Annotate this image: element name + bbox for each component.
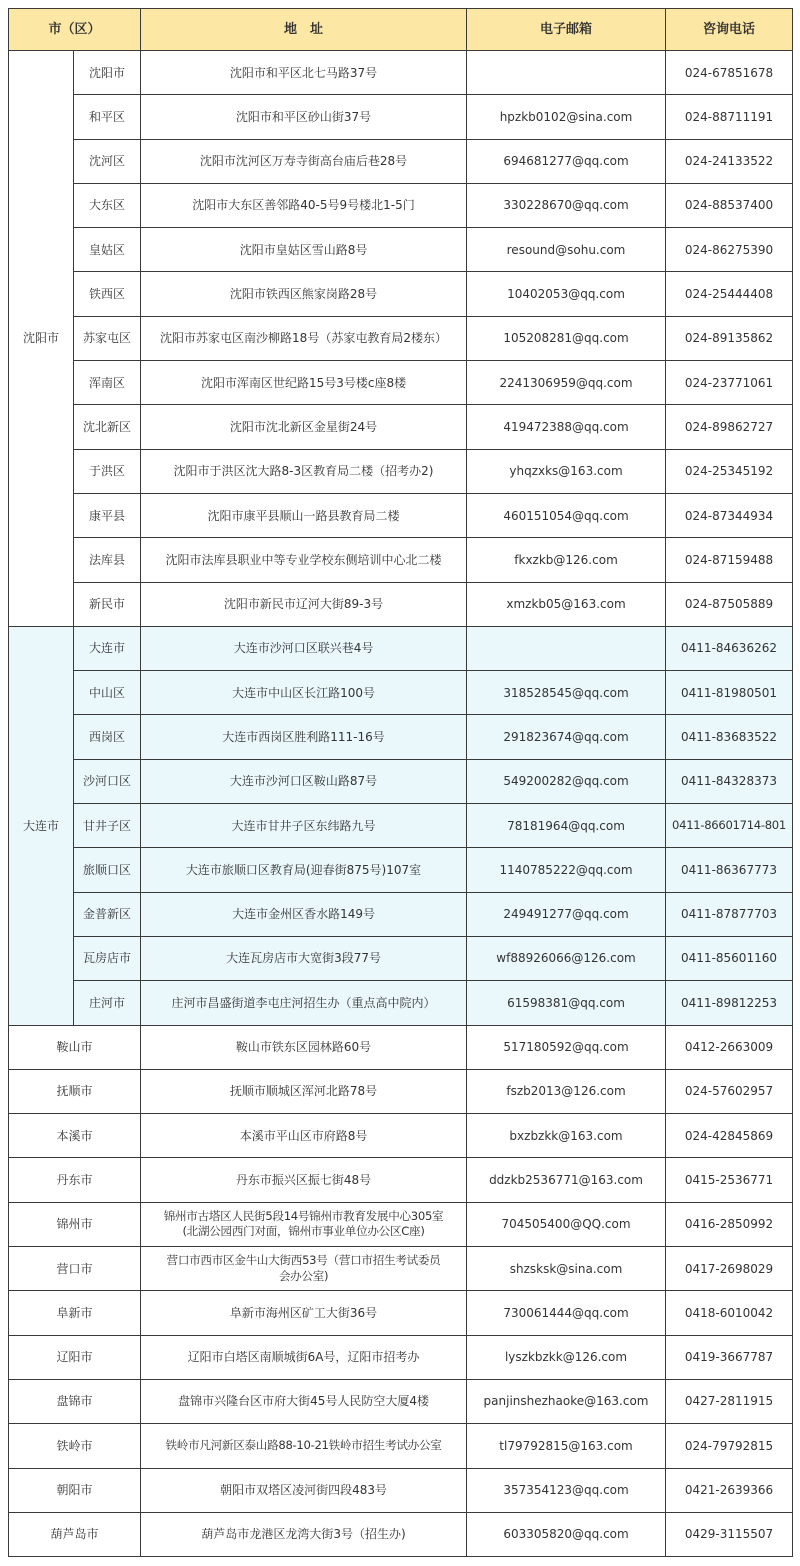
phone-cell: 0411-87877703 [666,892,793,936]
email-cell: xmzkb05@163.com [467,582,666,626]
phone-cell: 024-42845869 [666,1114,793,1158]
phone-cell: 024-23771061 [666,361,793,405]
table-row [9,582,793,626]
phone-cell: 0411-86367773 [666,848,793,892]
address-cell: 铁岭市凡河新区泰山路88-10-21铁岭市招生考试办公室 [141,1424,467,1468]
phone-cell: 024-25345192 [666,449,793,493]
address-cell: 大连市沙河口区联兴巷4号 [141,626,467,670]
table-row [9,981,793,1025]
address-cell: 朝阳市双塔区凌河街四段483号 [141,1468,467,1512]
email-cell: wf88926066@126.com [467,936,666,980]
email-cell: 330228670@qq.com [467,183,666,227]
table-row [9,1379,793,1423]
address-cell: 大连市中山区长江路100号 [141,671,467,715]
table-row [9,95,793,139]
email-cell: 2241306959@qq.com [467,361,666,405]
phone-cell: 024-57602957 [666,1069,793,1113]
phone-cell: 024-89862727 [666,405,793,449]
city-name: 鞍山市 [9,1025,141,1069]
address-line: (北湖公园西门对面，锦州市事业单位办公区C座) [182,1224,425,1239]
address-line: 会办公室) [278,1268,329,1283]
address-cell: 庄河市昌盛街道李屯庄河招生办（重点高中院内） [141,981,467,1025]
district-name: 皇姑区 [74,228,141,272]
address-cell: 葫芦岛市龙港区龙湾大街3号（招生办) [141,1512,467,1556]
table-row [9,1512,793,1556]
address-cell: 沈阳市康平县顺山一路县教育局二楼 [141,493,467,537]
email-cell: 549200282@qq.com [467,759,666,803]
header-email: 电子邮箱 [467,9,666,51]
district-name: 新民市 [74,582,141,626]
district-name: 甘井子区 [74,804,141,848]
city-name: 葫芦岛市 [9,1512,141,1556]
email-cell: 1140785222@qq.com [467,848,666,892]
district-name: 大东区 [74,183,141,227]
table-row [9,1025,793,1069]
table-row [9,272,793,316]
email-cell: 603305820@qq.com [467,1512,666,1556]
phone-cell: 024-87159488 [666,538,793,582]
city-name: 铁岭市 [9,1424,141,1468]
district-name: 旅顺口区 [74,848,141,892]
district-name: 西岗区 [74,715,141,759]
header-address: 地 址 [141,9,467,51]
phone-cell: 024-24133522 [666,139,793,183]
table-row [9,759,793,803]
email-cell: 249491277@qq.com [467,892,666,936]
email-cell: tl79792815@163.com [467,1424,666,1468]
table-row [9,139,793,183]
table-row [9,1114,793,1158]
email-cell: hpzkb0102@sina.com [467,95,666,139]
table-row [9,1335,793,1379]
address-cell: 沈阳市苏家屯区南沙柳路18号（苏家屯教育局2楼东） [141,316,467,360]
email-cell [467,51,666,95]
table-row [9,1468,793,1512]
table-row [9,361,793,405]
table-row [9,493,793,537]
table-row [9,316,793,360]
phone-cell: 0417-2698029 [666,1247,793,1291]
email-cell: 357354123@qq.com [467,1468,666,1512]
phone-cell: 0411-84636262 [666,626,793,670]
address-cell [141,1247,467,1291]
table-row [9,1202,793,1246]
address-cell: 沈阳市沈北新区金星街24号 [141,405,467,449]
phone-cell: 0416-2850992 [666,1202,793,1246]
phone-cell: 0411-84328373 [666,759,793,803]
email-cell: 517180592@qq.com [467,1025,666,1069]
address-cell: 沈阳市法库县职业中等专业学校东侧培训中心北二楼 [141,538,467,582]
district-name: 金普新区 [74,892,141,936]
city-name: 抚顺市 [9,1069,141,1113]
email-cell: 291823674@qq.com [467,715,666,759]
address-cell: 沈阳市新民市辽河大街89-3号 [141,582,467,626]
table-row [9,892,793,936]
district-name: 庄河市 [74,981,141,1025]
email-cell: 78181964@qq.com [467,804,666,848]
email-cell [467,626,666,670]
address-cell: 沈阳市和平区北七马路37号 [141,51,467,95]
table-row [9,936,793,980]
email-cell: 61598381@qq.com [467,981,666,1025]
table-row [9,671,793,715]
address-cell: 沈阳市大东区善邻路40-5号9号楼北1-5门 [141,183,467,227]
district-name: 大连市 [74,626,141,670]
district-name: 和平区 [74,95,141,139]
email-cell: panjinshezhaoke@163.com [467,1379,666,1423]
phone-cell: 0411-85601160 [666,936,793,980]
email-cell: 419472388@qq.com [467,405,666,449]
district-name: 瓦房店市 [74,936,141,980]
address-cell: 沈阳市和平区砂山街37号 [141,95,467,139]
table-row [9,715,793,759]
address-cell: 大连市沙河口区鞍山路87号 [141,759,467,803]
table-row [9,626,793,670]
phone-cell: 024-79792815 [666,1424,793,1468]
phone-cell: 024-88711191 [666,95,793,139]
city-name: 丹东市 [9,1158,141,1202]
address-cell: 大连市甘井子区东纬路九号 [141,804,467,848]
district-name: 沈阳市 [74,51,141,95]
phone-cell: 0418-6010042 [666,1291,793,1335]
email-cell: shzsksk@sina.com [467,1247,666,1291]
address-cell: 辽阳市白塔区南顺城街6A号，辽阳市招考办 [141,1335,467,1379]
email-cell: ddzkb2536771@163.com [467,1158,666,1202]
phone-cell: 024-88537400 [666,183,793,227]
phone-cell: 0412-2663009 [666,1025,793,1069]
phone-cell: 0415-2536771 [666,1158,793,1202]
phone-cell: 0427-2811915 [666,1379,793,1423]
email-cell: 10402053@qq.com [467,272,666,316]
header-city: 市（区） [9,9,141,51]
address-cell: 丹东市振兴区振七街48号 [141,1158,467,1202]
phone-cell: 0419-3667787 [666,1335,793,1379]
address-cell: 沈阳市皇姑区雪山路8号 [141,228,467,272]
email-cell: bxzbzkk@163.com [467,1114,666,1158]
address-cell: 沈阳市于洪区沈大路8-3区教育局二楼（招考办2) [141,449,467,493]
table-row [9,848,793,892]
email-cell: lyszkbzkk@126.com [467,1335,666,1379]
district-name: 中山区 [74,671,141,715]
table-row [9,538,793,582]
address-cell: 阜新市海州区矿工大街36号 [141,1291,467,1335]
district-name: 苏家屯区 [74,316,141,360]
address-line: 锦州市古塔区人民街5段14号锦州市教育发展中心305室 [163,1208,444,1223]
email-cell: 694681277@qq.com [467,139,666,183]
email-cell: fkxzkb@126.com [467,538,666,582]
phone-cell: 024-86275390 [666,228,793,272]
district-name: 于洪区 [74,449,141,493]
phone-cell: 024-67851678 [666,51,793,95]
email-cell: yhqzxks@163.com [467,449,666,493]
phone-cell: 0429-3115507 [666,1512,793,1556]
address-cell: 大连市金州区香水路149号 [141,892,467,936]
table-header-row [9,9,793,51]
district-name: 沈北新区 [74,405,141,449]
table-row [9,1291,793,1335]
phone-cell: 024-25444408 [666,272,793,316]
address-cell: 沈阳市沈河区万寿寺街高台庙后巷28号 [141,139,467,183]
email-cell: 318528545@qq.com [467,671,666,715]
address-cell: 沈阳市铁西区熊家岗路28号 [141,272,467,316]
table-row [9,1069,793,1113]
address-cell: 沈阳市浑南区世纪路15号3号楼c座8楼 [141,361,467,405]
email-cell: resound@sohu.com [467,228,666,272]
phone-cell: 0421-2639366 [666,1468,793,1512]
address-line: 营口市西市区金牛山大街西53号（营口市招生考试委员 [166,1253,441,1268]
address-cell: 抚顺市顺城区浑河北路78号 [141,1069,467,1113]
district-name: 法库县 [74,538,141,582]
email-cell: fszb2013@126.com [467,1069,666,1113]
city-name: 盘锦市 [9,1379,141,1423]
table-row [9,449,793,493]
table-row [9,1247,793,1291]
address-cell: 大连市旅顺口区教育局(迎春街875号)107室 [141,848,467,892]
city-name: 锦州市 [9,1202,141,1246]
district-name: 康平县 [74,493,141,537]
phone-cell: 0411-81980501 [666,671,793,715]
address-cell: 大连市西岗区胜利路111-16号 [141,715,467,759]
district-name: 沈河区 [74,139,141,183]
table-row [9,51,793,95]
header-phone: 咨询电话 [666,9,793,51]
district-name: 沙河口区 [74,759,141,803]
city-name: 大连市 [9,626,74,1025]
email-cell: 105208281@qq.com [467,316,666,360]
phone-cell: 024-89135862 [666,316,793,360]
city-name: 营口市 [9,1247,141,1291]
table-row [9,1158,793,1202]
address-cell [141,1202,467,1246]
district-name: 浑南区 [74,361,141,405]
table-row [9,228,793,272]
table-row [9,405,793,449]
district-name: 铁西区 [74,272,141,316]
phone-cell: 024-87505889 [666,582,793,626]
city-name: 沈阳市 [9,51,74,627]
table-row [9,804,793,848]
admissions-contact-table [8,8,793,1557]
phone-cell: 024-87344934 [666,493,793,537]
phone-cell: 0411-89812253 [666,981,793,1025]
phone-cell: 0411-86601714-801 [666,804,793,848]
city-name: 阜新市 [9,1291,141,1335]
address-cell: 鞍山市铁东区园林路60号 [141,1025,467,1069]
city-name: 朝阳市 [9,1468,141,1512]
table-row [9,1424,793,1468]
email-cell: 730061444@qq.com [467,1291,666,1335]
table-row [9,183,793,227]
email-cell: 704505400@QQ.com [467,1202,666,1246]
address-cell: 盘锦市兴隆台区市府大街45号人民防空大厦4楼 [141,1379,467,1423]
address-cell: 大连瓦房店市大宽街3段77号 [141,936,467,980]
address-cell: 本溪市平山区市府路8号 [141,1114,467,1158]
email-cell: 460151054@qq.com [467,493,666,537]
city-name: 辽阳市 [9,1335,141,1379]
city-name: 本溪市 [9,1114,141,1158]
phone-cell: 0411-83683522 [666,715,793,759]
